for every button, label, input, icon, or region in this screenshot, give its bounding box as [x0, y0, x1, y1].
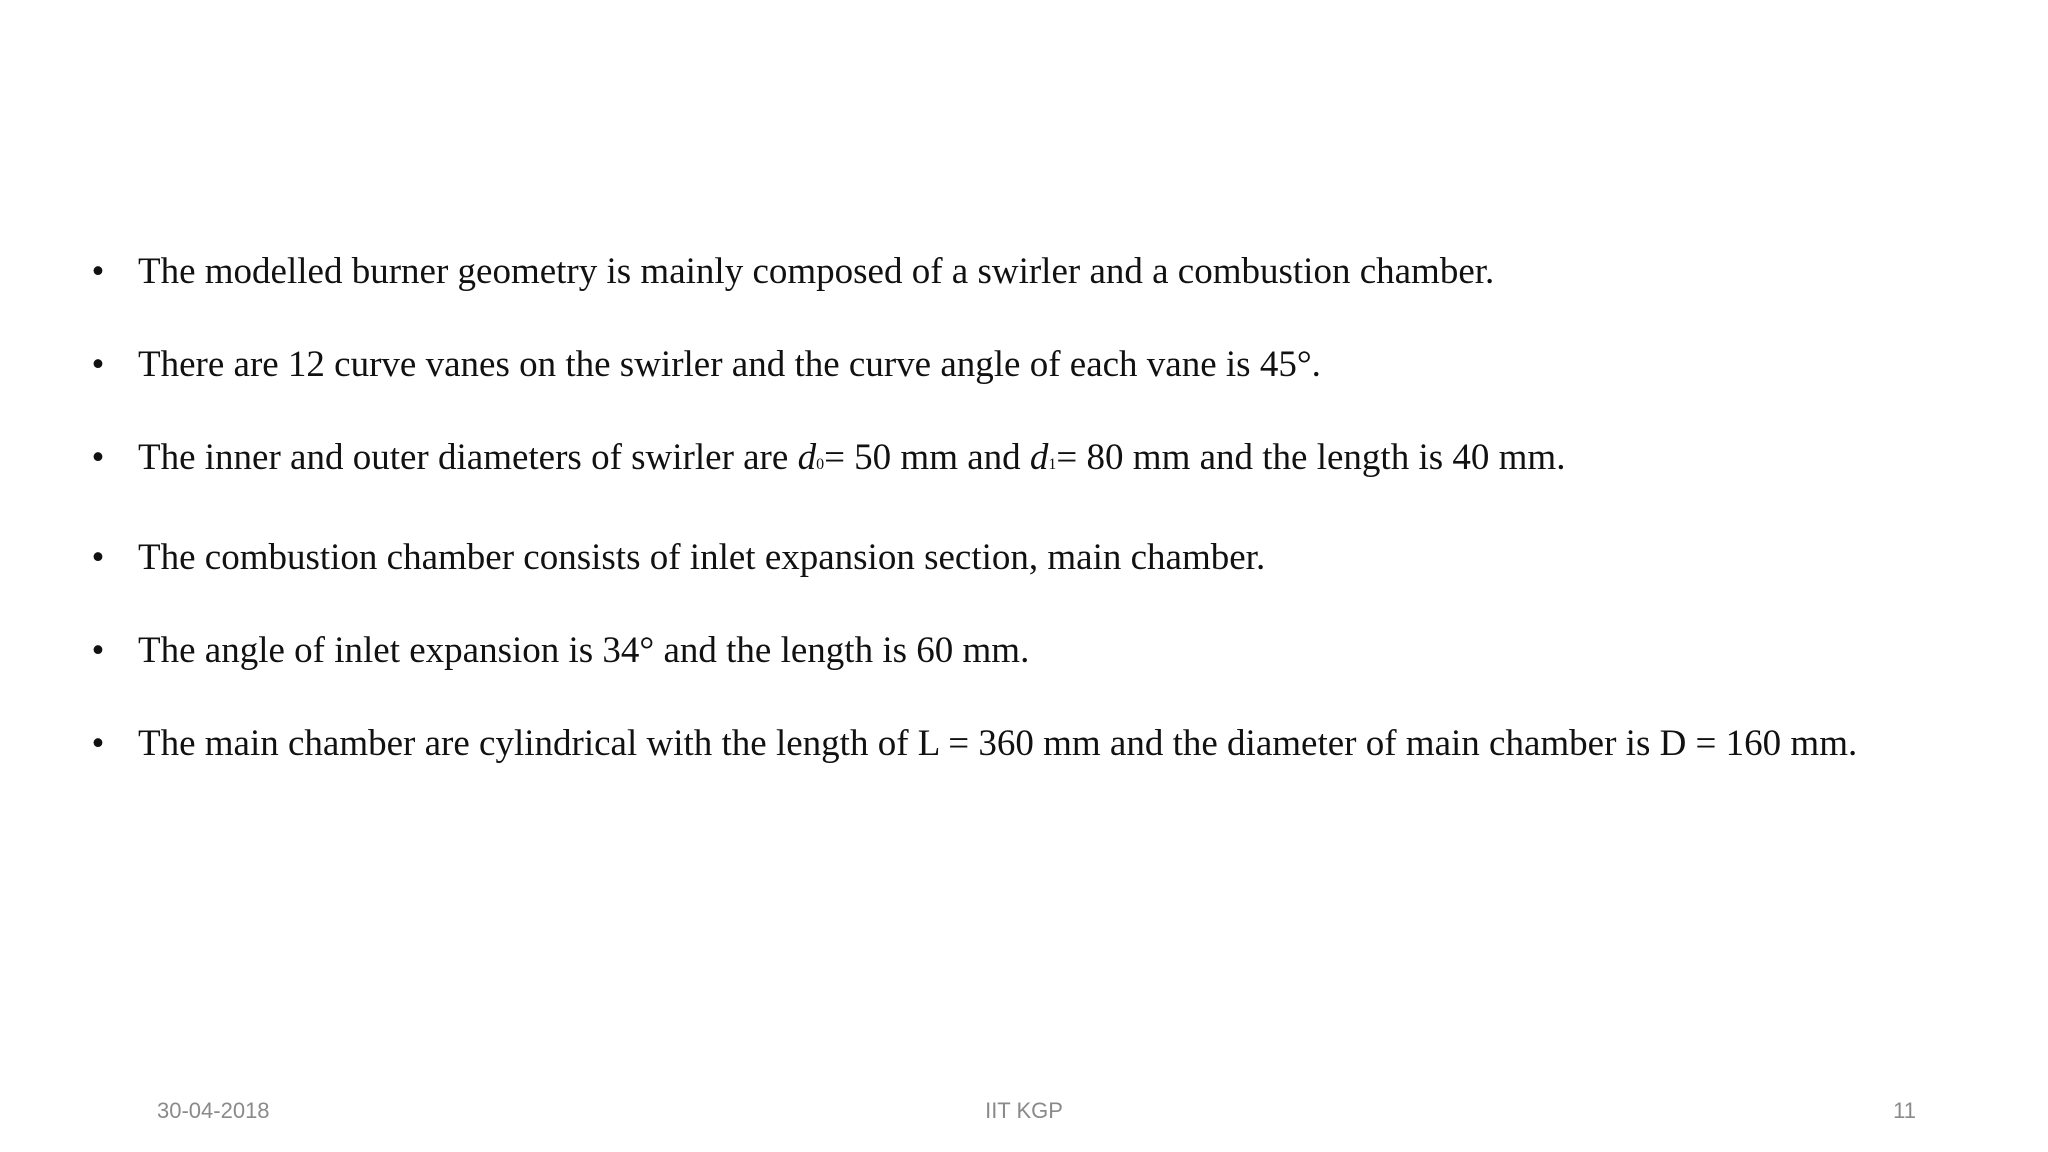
bullet-icon: •	[91, 723, 105, 764]
bullet-item-6	[86, 720, 1986, 768]
footer-date: 30-04-2018	[157, 1098, 270, 1123]
bullet-text-part: = 50 mm and	[824, 437, 1030, 478]
bullet-item-5	[86, 627, 1986, 675]
bullet-item-4	[86, 534, 1986, 582]
bullet-text: The modelled burner geometry is mainly composed of a swirler and a combustion chamber.	[138, 251, 1495, 292]
bullet-text	[138, 437, 1565, 478]
bullet-text: There are 12 curve vanes on the swirler and the curve angle of each vane is 45°.	[138, 344, 1321, 385]
bullet-item-2	[86, 341, 1986, 389]
symbol-d0: d	[797, 437, 817, 478]
bullet-text: The angle of inlet expansion is 34° and the length is 60 mm.	[138, 630, 1030, 671]
bullet-icon: •	[91, 630, 105, 671]
subscript-0: 0	[816, 456, 825, 473]
bullet-text: The main chamber are cylindrical with the length of L = 360 mm and the diameter of main chamber is D = 160 mm.	[138, 723, 1858, 764]
bullet-item-1	[86, 248, 1986, 296]
bullet-text-part: = 80 mm and the length is 40 mm.	[1056, 437, 1566, 478]
page-number: 11	[1893, 1098, 1916, 1123]
bullet-list	[86, 248, 1986, 813]
bullet-icon: •	[91, 251, 105, 292]
bullet-icon: •	[91, 344, 105, 385]
symbol-d1: d	[1029, 437, 1049, 478]
bullet-text: The combustion chamber consists of inlet expansion section, main chamber.	[138, 537, 1266, 578]
subscript-1: 1	[1048, 456, 1057, 473]
footer-organization: IIT KGP	[985, 1098, 1063, 1123]
bullet-text-part: The inner and outer diameters of swirler are	[138, 437, 798, 478]
bullet-item-3	[86, 434, 1986, 489]
bullet-icon: •	[91, 437, 105, 478]
bullet-icon: •	[91, 537, 105, 578]
